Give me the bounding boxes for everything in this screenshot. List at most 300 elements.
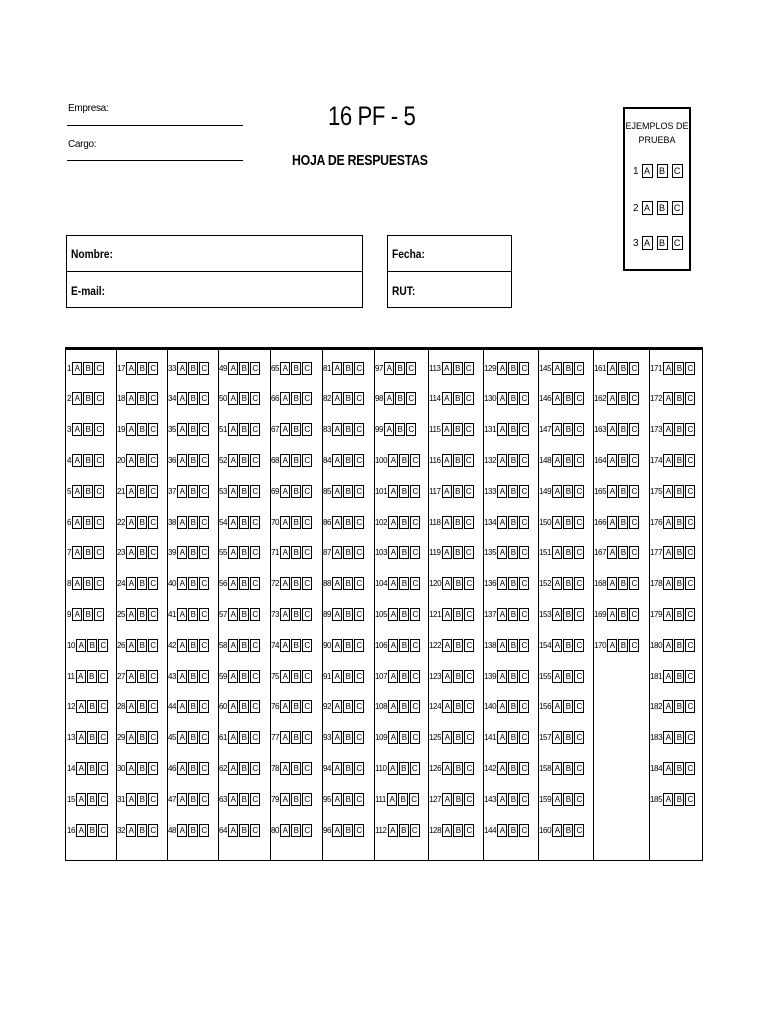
answer-bubble-b[interactable]: B bbox=[453, 639, 463, 652]
answer-bubble-b[interactable]: B bbox=[291, 423, 301, 436]
answer-bubble-b[interactable]: B bbox=[508, 639, 518, 652]
answer-bubble-b[interactable]: B bbox=[453, 516, 463, 529]
answer-bubble-b[interactable]: B bbox=[291, 577, 301, 590]
answer-bubble-c[interactable]: C bbox=[302, 700, 312, 713]
answer-bubble-b[interactable]: B bbox=[188, 546, 198, 559]
answer-bubble-a[interactable]: A bbox=[177, 423, 187, 436]
answer-bubble-a[interactable]: A bbox=[177, 762, 187, 775]
answer-bubble-a[interactable]: A bbox=[228, 485, 238, 498]
answer-bubble-a[interactable]: A bbox=[126, 546, 136, 559]
answer-bubble-a[interactable]: A bbox=[72, 485, 82, 498]
answer-bubble-b[interactable]: B bbox=[674, 577, 684, 590]
answer-bubble-c[interactable]: C bbox=[574, 454, 584, 467]
answer-bubble-b[interactable]: B bbox=[674, 362, 684, 375]
answer-bubble-a[interactable]: A bbox=[388, 670, 398, 683]
answer-bubble-c[interactable]: C bbox=[629, 577, 639, 590]
answer-bubble-a[interactable]: A bbox=[280, 454, 290, 467]
answer-bubble-c[interactable]: C bbox=[302, 362, 312, 375]
answer-bubble-a[interactable]: A bbox=[280, 423, 290, 436]
answer-bubble-a[interactable]: A bbox=[384, 362, 394, 375]
answer-bubble-a[interactable]: A bbox=[228, 762, 238, 775]
answer-bubble-a[interactable]: A bbox=[177, 670, 187, 683]
answer-bubble-c[interactable]: C bbox=[410, 762, 420, 775]
answer-bubble-b[interactable]: B bbox=[618, 362, 628, 375]
answer-bubble-c[interactable]: C bbox=[250, 546, 260, 559]
answer-bubble-b[interactable]: B bbox=[508, 700, 518, 713]
answer-bubble-b[interactable]: B bbox=[83, 454, 93, 467]
answer-bubble-c[interactable]: C bbox=[250, 608, 260, 621]
answer-bubble-b[interactable]: B bbox=[343, 639, 353, 652]
answer-bubble-c[interactable]: C bbox=[354, 608, 364, 621]
answer-bubble-b[interactable]: B bbox=[674, 670, 684, 683]
answer-bubble-c[interactable]: C bbox=[464, 485, 474, 498]
answer-bubble-b[interactable]: B bbox=[83, 423, 93, 436]
answer-bubble-a[interactable]: A bbox=[552, 392, 562, 405]
answer-bubble-a[interactable]: A bbox=[497, 700, 507, 713]
answer-bubble-b[interactable]: B bbox=[83, 362, 93, 375]
answer-bubble-b[interactable]: B bbox=[563, 516, 573, 529]
answer-bubble-a[interactable]: A bbox=[280, 608, 290, 621]
answer-bubble-a[interactable]: A bbox=[552, 608, 562, 621]
answer-bubble-c[interactable]: C bbox=[629, 485, 639, 498]
answer-bubble-b[interactable]: B bbox=[618, 608, 628, 621]
answer-bubble-b[interactable]: B bbox=[188, 793, 198, 806]
answer-bubble-b[interactable]: B bbox=[87, 731, 97, 744]
answer-bubble-b[interactable]: B bbox=[563, 824, 573, 837]
answer-bubble-a[interactable]: A bbox=[332, 423, 342, 436]
answer-bubble-a[interactable]: A bbox=[497, 793, 507, 806]
answer-bubble-c[interactable]: C bbox=[574, 639, 584, 652]
answer-bubble-c[interactable]: C bbox=[354, 485, 364, 498]
answer-bubble-b[interactable]: B bbox=[137, 362, 147, 375]
answer-bubble-c[interactable]: C bbox=[354, 639, 364, 652]
answer-bubble-b[interactable]: B bbox=[291, 362, 301, 375]
answer-bubble-a[interactable]: A bbox=[552, 577, 562, 590]
answer-bubble-b[interactable]: B bbox=[399, 731, 409, 744]
answer-bubble-a[interactable]: A bbox=[388, 762, 398, 775]
answer-bubble-c[interactable]: C bbox=[410, 608, 420, 621]
answer-bubble-c[interactable]: C bbox=[98, 670, 108, 683]
answer-bubble-c[interactable]: C bbox=[148, 670, 158, 683]
answer-bubble-c[interactable]: C bbox=[250, 392, 260, 405]
answer-bubble-c[interactable]: C bbox=[410, 639, 420, 652]
answer-bubble-a[interactable]: A bbox=[607, 392, 617, 405]
answer-bubble-a[interactable]: A bbox=[552, 670, 562, 683]
answer-bubble-a[interactable]: A bbox=[177, 392, 187, 405]
answer-bubble-c[interactable]: C bbox=[685, 639, 695, 652]
answer-bubble-a[interactable]: A bbox=[607, 485, 617, 498]
bubble-c[interactable]: C bbox=[672, 164, 683, 178]
answer-bubble-a[interactable]: A bbox=[126, 516, 136, 529]
answer-bubble-a[interactable]: A bbox=[442, 670, 452, 683]
answer-bubble-a[interactable]: A bbox=[228, 608, 238, 621]
answer-bubble-c[interactable]: C bbox=[406, 362, 416, 375]
answer-bubble-a[interactable]: A bbox=[388, 516, 398, 529]
answer-bubble-b[interactable]: B bbox=[674, 639, 684, 652]
answer-bubble-b[interactable]: B bbox=[563, 362, 573, 375]
answer-bubble-a[interactable]: A bbox=[72, 454, 82, 467]
answer-bubble-a[interactable]: A bbox=[280, 762, 290, 775]
answer-bubble-c[interactable]: C bbox=[148, 608, 158, 621]
answer-bubble-c[interactable]: C bbox=[250, 700, 260, 713]
answer-bubble-c[interactable]: C bbox=[98, 731, 108, 744]
answer-bubble-a[interactable]: A bbox=[126, 700, 136, 713]
answer-bubble-c[interactable]: C bbox=[250, 577, 260, 590]
answer-bubble-c[interactable]: C bbox=[250, 670, 260, 683]
answer-bubble-a[interactable]: A bbox=[442, 577, 452, 590]
answer-bubble-c[interactable]: C bbox=[629, 362, 639, 375]
answer-bubble-a[interactable]: A bbox=[388, 577, 398, 590]
answer-bubble-a[interactable]: A bbox=[280, 670, 290, 683]
answer-bubble-a[interactable]: A bbox=[497, 546, 507, 559]
answer-bubble-a[interactable]: A bbox=[442, 793, 452, 806]
answer-bubble-c[interactable]: C bbox=[519, 546, 529, 559]
answer-bubble-c[interactable]: C bbox=[464, 516, 474, 529]
answer-bubble-a[interactable]: A bbox=[552, 824, 562, 837]
answer-bubble-c[interactable]: C bbox=[94, 546, 104, 559]
answer-bubble-a[interactable]: A bbox=[663, 639, 673, 652]
answer-bubble-b[interactable]: B bbox=[188, 392, 198, 405]
answer-bubble-a[interactable]: A bbox=[552, 639, 562, 652]
answer-bubble-a[interactable]: A bbox=[442, 639, 452, 652]
answer-bubble-c[interactable]: C bbox=[94, 485, 104, 498]
answer-bubble-c[interactable]: C bbox=[519, 824, 529, 837]
answer-bubble-a[interactable]: A bbox=[442, 423, 452, 436]
answer-bubble-a[interactable]: A bbox=[552, 454, 562, 467]
answer-bubble-b[interactable]: B bbox=[563, 762, 573, 775]
answer-bubble-a[interactable]: A bbox=[663, 516, 673, 529]
answer-bubble-c[interactable]: C bbox=[354, 731, 364, 744]
answer-bubble-c[interactable]: C bbox=[519, 485, 529, 498]
answer-bubble-b[interactable]: B bbox=[395, 423, 405, 436]
answer-bubble-a[interactable]: A bbox=[442, 546, 452, 559]
answer-bubble-a[interactable]: A bbox=[388, 700, 398, 713]
answer-bubble-a[interactable]: A bbox=[280, 639, 290, 652]
answer-bubble-a[interactable]: A bbox=[126, 731, 136, 744]
answer-bubble-c[interactable]: C bbox=[574, 362, 584, 375]
answer-bubble-c[interactable]: C bbox=[574, 608, 584, 621]
answer-bubble-a[interactable]: A bbox=[497, 639, 507, 652]
answer-bubble-b[interactable]: B bbox=[674, 423, 684, 436]
answer-bubble-c[interactable]: C bbox=[354, 362, 364, 375]
answer-bubble-c[interactable]: C bbox=[519, 362, 529, 375]
answer-bubble-b[interactable]: B bbox=[343, 485, 353, 498]
answer-bubble-b[interactable]: B bbox=[343, 762, 353, 775]
answer-bubble-c[interactable]: C bbox=[685, 485, 695, 498]
answer-bubble-b[interactable]: B bbox=[188, 423, 198, 436]
answer-bubble-c[interactable]: C bbox=[519, 516, 529, 529]
answer-bubble-a[interactable]: A bbox=[280, 793, 290, 806]
answer-bubble-a[interactable]: A bbox=[497, 670, 507, 683]
answer-bubble-a[interactable]: A bbox=[663, 700, 673, 713]
bubble-a[interactable]: A bbox=[642, 236, 653, 250]
answer-bubble-c[interactable]: C bbox=[354, 670, 364, 683]
answer-bubble-c[interactable]: C bbox=[250, 762, 260, 775]
answer-bubble-c[interactable]: C bbox=[148, 423, 158, 436]
answer-bubble-b[interactable]: B bbox=[453, 731, 463, 744]
answer-bubble-a[interactable]: A bbox=[332, 362, 342, 375]
answer-bubble-b[interactable]: B bbox=[563, 546, 573, 559]
answer-bubble-b[interactable]: B bbox=[508, 485, 518, 498]
answer-bubble-b[interactable]: B bbox=[239, 485, 249, 498]
answer-bubble-b[interactable]: B bbox=[239, 762, 249, 775]
answer-bubble-c[interactable]: C bbox=[464, 700, 474, 713]
answer-bubble-c[interactable]: C bbox=[94, 577, 104, 590]
answer-bubble-c[interactable]: C bbox=[519, 793, 529, 806]
answer-bubble-c[interactable]: C bbox=[148, 485, 158, 498]
answer-bubble-b[interactable]: B bbox=[188, 485, 198, 498]
answer-bubble-a[interactable]: A bbox=[663, 454, 673, 467]
answer-bubble-c[interactable]: C bbox=[406, 392, 416, 405]
answer-bubble-b[interactable]: B bbox=[508, 824, 518, 837]
answer-bubble-a[interactable]: A bbox=[332, 700, 342, 713]
answer-bubble-a[interactable]: A bbox=[72, 608, 82, 621]
answer-bubble-c[interactable]: C bbox=[302, 639, 312, 652]
answer-bubble-c[interactable]: C bbox=[574, 824, 584, 837]
answer-bubble-c[interactable]: C bbox=[464, 454, 474, 467]
answer-bubble-b[interactable]: B bbox=[83, 577, 93, 590]
answer-bubble-c[interactable]: C bbox=[519, 731, 529, 744]
answer-bubble-a[interactable]: A bbox=[388, 454, 398, 467]
answer-bubble-b[interactable]: B bbox=[239, 824, 249, 837]
answer-bubble-b[interactable]: B bbox=[291, 793, 301, 806]
answer-bubble-c[interactable]: C bbox=[354, 454, 364, 467]
answer-bubble-c[interactable]: C bbox=[199, 670, 209, 683]
answer-bubble-a[interactable]: A bbox=[388, 485, 398, 498]
answer-bubble-a[interactable]: A bbox=[228, 793, 238, 806]
answer-bubble-c[interactable]: C bbox=[250, 423, 260, 436]
answer-bubble-b[interactable]: B bbox=[291, 454, 301, 467]
answer-bubble-a[interactable]: A bbox=[72, 423, 82, 436]
answer-bubble-b[interactable]: B bbox=[83, 608, 93, 621]
answer-bubble-b[interactable]: B bbox=[453, 546, 463, 559]
answer-bubble-c[interactable]: C bbox=[685, 700, 695, 713]
answer-bubble-b[interactable]: B bbox=[399, 762, 409, 775]
answer-bubble-a[interactable]: A bbox=[388, 824, 398, 837]
answer-bubble-b[interactable]: B bbox=[83, 546, 93, 559]
answer-bubble-c[interactable]: C bbox=[199, 454, 209, 467]
answer-bubble-b[interactable]: B bbox=[239, 670, 249, 683]
answer-bubble-b[interactable]: B bbox=[563, 639, 573, 652]
answer-bubble-a[interactable]: A bbox=[280, 577, 290, 590]
answer-bubble-b[interactable]: B bbox=[343, 608, 353, 621]
answer-bubble-c[interactable]: C bbox=[629, 392, 639, 405]
answer-bubble-c[interactable]: C bbox=[199, 824, 209, 837]
answer-bubble-b[interactable]: B bbox=[87, 824, 97, 837]
answer-bubble-b[interactable]: B bbox=[563, 608, 573, 621]
answer-bubble-b[interactable]: B bbox=[618, 392, 628, 405]
fecha-field[interactable] bbox=[388, 236, 511, 272]
answer-bubble-c[interactable]: C bbox=[574, 577, 584, 590]
answer-bubble-a[interactable]: A bbox=[76, 793, 86, 806]
answer-bubble-b[interactable]: B bbox=[508, 454, 518, 467]
answer-bubble-c[interactable]: C bbox=[574, 516, 584, 529]
answer-bubble-b[interactable]: B bbox=[137, 485, 147, 498]
answer-bubble-c[interactable]: C bbox=[685, 423, 695, 436]
answer-bubble-a[interactable]: A bbox=[552, 423, 562, 436]
answer-bubble-b[interactable]: B bbox=[508, 516, 518, 529]
answer-bubble-c[interactable]: C bbox=[199, 608, 209, 621]
answer-bubble-c[interactable]: C bbox=[409, 793, 419, 806]
answer-bubble-a[interactable]: A bbox=[497, 423, 507, 436]
answer-bubble-a[interactable]: A bbox=[177, 454, 187, 467]
answer-bubble-a[interactable]: A bbox=[177, 639, 187, 652]
answer-bubble-a[interactable]: A bbox=[228, 546, 238, 559]
answer-bubble-b[interactable]: B bbox=[188, 454, 198, 467]
answer-bubble-c[interactable]: C bbox=[519, 392, 529, 405]
answer-bubble-a[interactable]: A bbox=[72, 546, 82, 559]
answer-bubble-c[interactable]: C bbox=[574, 700, 584, 713]
answer-bubble-c[interactable]: C bbox=[148, 454, 158, 467]
answer-bubble-c[interactable]: C bbox=[148, 392, 158, 405]
answer-bubble-b[interactable]: B bbox=[188, 824, 198, 837]
answer-bubble-b[interactable]: B bbox=[453, 392, 463, 405]
answer-bubble-b[interactable]: B bbox=[563, 392, 573, 405]
answer-bubble-a[interactable]: A bbox=[76, 824, 86, 837]
answer-bubble-b[interactable]: B bbox=[239, 577, 249, 590]
answer-bubble-c[interactable]: C bbox=[148, 362, 158, 375]
answer-bubble-c[interactable]: C bbox=[574, 670, 584, 683]
answer-bubble-c[interactable]: C bbox=[464, 824, 474, 837]
answer-bubble-a[interactable]: A bbox=[177, 485, 187, 498]
answer-bubble-b[interactable]: B bbox=[291, 762, 301, 775]
answer-bubble-c[interactable]: C bbox=[199, 546, 209, 559]
answer-bubble-b[interactable]: B bbox=[239, 423, 249, 436]
answer-bubble-a[interactable]: A bbox=[126, 362, 136, 375]
answer-bubble-c[interactable]: C bbox=[574, 762, 584, 775]
answer-bubble-a[interactable]: A bbox=[228, 423, 238, 436]
answer-bubble-c[interactable]: C bbox=[94, 516, 104, 529]
answer-bubble-b[interactable]: B bbox=[83, 516, 93, 529]
answer-bubble-c[interactable]: C bbox=[574, 793, 584, 806]
answer-bubble-a[interactable]: A bbox=[280, 546, 290, 559]
answer-bubble-a[interactable]: A bbox=[607, 516, 617, 529]
answer-bubble-a[interactable]: A bbox=[280, 824, 290, 837]
answer-bubble-a[interactable]: A bbox=[663, 392, 673, 405]
answer-bubble-c[interactable]: C bbox=[302, 608, 312, 621]
answer-bubble-b[interactable]: B bbox=[343, 392, 353, 405]
answer-bubble-a[interactable]: A bbox=[177, 516, 187, 529]
answer-bubble-c[interactable]: C bbox=[629, 546, 639, 559]
answer-bubble-c[interactable]: C bbox=[519, 454, 529, 467]
answer-bubble-b[interactable]: B bbox=[188, 762, 198, 775]
empresa-line[interactable] bbox=[67, 125, 243, 126]
answer-bubble-a[interactable]: A bbox=[663, 546, 673, 559]
answer-bubble-a[interactable]: A bbox=[497, 824, 507, 837]
answer-bubble-b[interactable]: B bbox=[399, 608, 409, 621]
answer-bubble-b[interactable]: B bbox=[137, 546, 147, 559]
answer-bubble-c[interactable]: C bbox=[148, 516, 158, 529]
answer-bubble-c[interactable]: C bbox=[519, 639, 529, 652]
bubble-a[interactable]: A bbox=[642, 164, 653, 178]
answer-bubble-b[interactable]: B bbox=[674, 546, 684, 559]
answer-bubble-c[interactable]: C bbox=[464, 392, 474, 405]
answer-bubble-c[interactable]: C bbox=[199, 362, 209, 375]
answer-bubble-c[interactable]: C bbox=[410, 546, 420, 559]
answer-bubble-c[interactable]: C bbox=[464, 639, 474, 652]
answer-bubble-a[interactable]: A bbox=[607, 577, 617, 590]
answer-bubble-c[interactable]: C bbox=[98, 824, 108, 837]
answer-bubble-a[interactable]: A bbox=[497, 392, 507, 405]
answer-bubble-c[interactable]: C bbox=[148, 793, 158, 806]
answer-bubble-c[interactable]: C bbox=[98, 762, 108, 775]
bubble-c[interactable]: C bbox=[672, 236, 683, 250]
answer-bubble-c[interactable]: C bbox=[464, 793, 474, 806]
answer-bubble-b[interactable]: B bbox=[398, 793, 408, 806]
answer-bubble-b[interactable]: B bbox=[87, 670, 97, 683]
bubble-b[interactable]: B bbox=[657, 236, 668, 250]
answer-bubble-a[interactable]: A bbox=[607, 362, 617, 375]
answer-bubble-c[interactable]: C bbox=[354, 793, 364, 806]
answer-bubble-a[interactable]: A bbox=[72, 392, 82, 405]
answer-bubble-c[interactable]: C bbox=[410, 485, 420, 498]
answer-bubble-a[interactable]: A bbox=[388, 546, 398, 559]
answer-bubble-b[interactable]: B bbox=[239, 362, 249, 375]
answer-bubble-b[interactable]: B bbox=[674, 762, 684, 775]
answer-bubble-b[interactable]: B bbox=[291, 608, 301, 621]
answer-bubble-b[interactable]: B bbox=[563, 670, 573, 683]
answer-bubble-b[interactable]: B bbox=[137, 392, 147, 405]
answer-bubble-a[interactable]: A bbox=[126, 454, 136, 467]
answer-bubble-a[interactable]: A bbox=[384, 392, 394, 405]
answer-bubble-a[interactable]: A bbox=[280, 731, 290, 744]
answer-bubble-a[interactable]: A bbox=[76, 731, 86, 744]
answer-bubble-b[interactable]: B bbox=[291, 392, 301, 405]
answer-bubble-c[interactable]: C bbox=[94, 454, 104, 467]
answer-bubble-a[interactable]: A bbox=[332, 454, 342, 467]
answer-bubble-a[interactable]: A bbox=[442, 362, 452, 375]
answer-bubble-c[interactable]: C bbox=[199, 731, 209, 744]
answer-bubble-b[interactable]: B bbox=[137, 824, 147, 837]
answer-bubble-c[interactable]: C bbox=[302, 793, 312, 806]
answer-bubble-a[interactable]: A bbox=[228, 700, 238, 713]
answer-bubble-c[interactable]: C bbox=[199, 516, 209, 529]
answer-bubble-c[interactable]: C bbox=[354, 392, 364, 405]
answer-bubble-b[interactable]: B bbox=[87, 762, 97, 775]
answer-bubble-a[interactable]: A bbox=[177, 731, 187, 744]
answer-bubble-c[interactable]: C bbox=[354, 824, 364, 837]
answer-bubble-b[interactable]: B bbox=[137, 516, 147, 529]
answer-bubble-b[interactable]: B bbox=[453, 670, 463, 683]
answer-bubble-c[interactable]: C bbox=[302, 762, 312, 775]
answer-bubble-b[interactable]: B bbox=[618, 546, 628, 559]
answer-bubble-b[interactable]: B bbox=[399, 485, 409, 498]
answer-bubble-a[interactable]: A bbox=[663, 608, 673, 621]
answer-bubble-b[interactable]: B bbox=[618, 577, 628, 590]
answer-bubble-c[interactable]: C bbox=[148, 700, 158, 713]
answer-bubble-a[interactable]: A bbox=[332, 731, 342, 744]
answer-bubble-c[interactable]: C bbox=[94, 362, 104, 375]
answer-bubble-a[interactable]: A bbox=[126, 392, 136, 405]
answer-bubble-a[interactable]: A bbox=[332, 639, 342, 652]
answer-bubble-c[interactable]: C bbox=[94, 608, 104, 621]
answer-bubble-a[interactable]: A bbox=[663, 362, 673, 375]
answer-bubble-c[interactable]: C bbox=[685, 454, 695, 467]
answer-bubble-b[interactable]: B bbox=[674, 485, 684, 498]
answer-bubble-b[interactable]: B bbox=[137, 762, 147, 775]
answer-bubble-a[interactable]: A bbox=[497, 762, 507, 775]
answer-bubble-c[interactable]: C bbox=[410, 824, 420, 837]
answer-bubble-c[interactable]: C bbox=[148, 762, 158, 775]
answer-bubble-c[interactable]: C bbox=[199, 423, 209, 436]
answer-bubble-c[interactable]: C bbox=[302, 824, 312, 837]
answer-bubble-a[interactable]: A bbox=[177, 793, 187, 806]
answer-bubble-a[interactable]: A bbox=[497, 454, 507, 467]
answer-bubble-b[interactable]: B bbox=[674, 793, 684, 806]
answer-bubble-a[interactable]: A bbox=[126, 670, 136, 683]
answer-bubble-a[interactable]: A bbox=[384, 423, 394, 436]
answer-bubble-c[interactable]: C bbox=[685, 608, 695, 621]
